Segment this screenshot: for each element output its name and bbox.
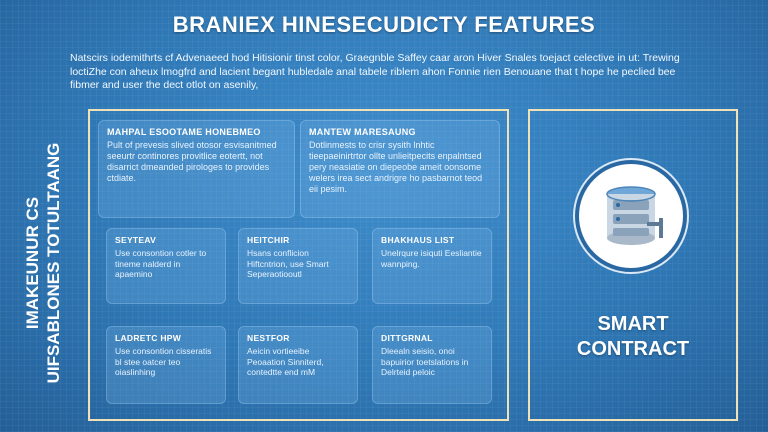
feature-card-text: Pult of prevesis slived otosor esvisanitmed seeurtr continores provitlice eotertt, not disarrict dmeanded pirologes to provides ctdiate. bbox=[107, 140, 277, 183]
feature-card-title: HEITCHIR bbox=[247, 235, 290, 245]
feature-card-title: MAHPAL ESOOTAME HONEBMEO bbox=[107, 127, 261, 137]
side-label-text: IMAKEUNUR CS UIFSABLONES TOTULTAANG bbox=[23, 142, 63, 384]
feature-card bbox=[98, 120, 295, 218]
feature-card bbox=[106, 326, 226, 404]
feature-card bbox=[372, 326, 492, 404]
feature-card-text: Aeicin vortieeibe Peoaation Sinniterd, contedtte end mM bbox=[247, 346, 324, 377]
side-label bbox=[3, 118, 83, 408]
page-title: BRANIEX HINESECUDICTY FEATURES bbox=[172, 12, 596, 37]
feature-card bbox=[106, 228, 226, 304]
feature-card-text: Dleealn seisio, onoi bapuirior toetslations in Delrteid peloic bbox=[381, 346, 469, 377]
feature-card-text: Dotlinmests to crisr sysith lnhtic tieepaeinirtrtor ollte unlieitpecits enpalntsed pery neasiatie on diepeobe ameit oonsome welers irea sect andrigre ho pasbarnot teod eii pesim. bbox=[309, 140, 483, 194]
intro-paragraph: Natscirs iodemithrts cf Advenaeed hod Hitisionir tinst color, Graegnble Saffey caar aron Hiver Snales toejact celective in ut: Trewing loctiZhe con aheux lmogfrd and lacient begant hubledale anal tabele riblem ahon Fonnie rien Benouane that t hope he peclied bee fibmer and user the dect otlot on asenily, bbox=[70, 52, 680, 91]
feature-card-title: SEYTEAV bbox=[115, 235, 157, 245]
feature-card-text: Use consontion cisseratis bl stee oatcer teo oiaslinhing bbox=[115, 346, 212, 377]
feature-card-title: LADRETC HPW bbox=[115, 333, 182, 343]
feature-card bbox=[300, 120, 500, 218]
server-icon bbox=[587, 172, 675, 260]
feature-card-text: Use consontion cotler to tineme nalderd in apaemino bbox=[115, 248, 207, 279]
contract-icon-badge bbox=[575, 160, 687, 272]
feature-card-title: BHAKHAUS LIST bbox=[381, 235, 455, 245]
feature-card bbox=[238, 326, 358, 404]
feature-card bbox=[372, 228, 492, 304]
feature-card-title: DITTGRNAL bbox=[381, 333, 433, 343]
smart-contract-label bbox=[530, 312, 736, 362]
feature-card-title: NESTFOR bbox=[247, 333, 290, 343]
feature-card-title: MANTEW MARESAUNG bbox=[309, 127, 416, 137]
feature-card-text: Hsans conflicion Hiftcntrion, use Smart Seperaotiooutl bbox=[247, 248, 329, 279]
feature-card-text: Unelrqure isiquti Eesliantie wannping. bbox=[381, 248, 482, 269]
smart-contract-text: SMART CONTRACT bbox=[576, 313, 690, 360]
feature-card bbox=[238, 228, 358, 304]
